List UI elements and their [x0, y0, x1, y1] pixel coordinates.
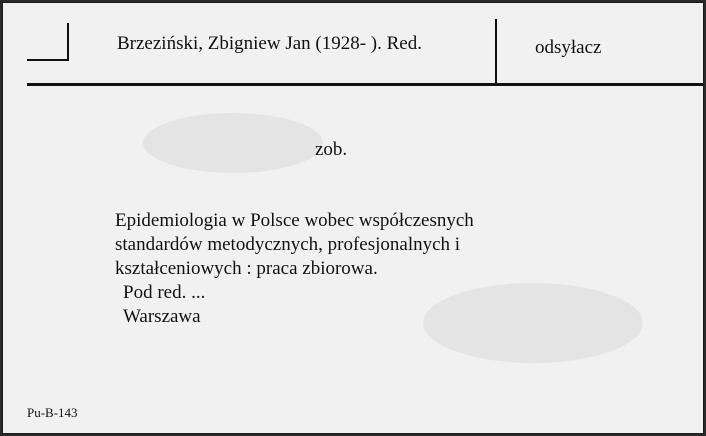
header-rule — [27, 83, 703, 86]
editor-line: Pod red. ... — [123, 282, 206, 303]
title-line: kształceniowych : praca zbiorowa. — [115, 258, 378, 279]
corner-bracket-mark — [27, 23, 69, 61]
catalog-id: Pu-B-143 — [27, 405, 78, 420]
title-line: Epidemiologia w Polsce wobec współczesnych — [115, 210, 474, 231]
see-reference: zob. — [315, 139, 348, 160]
place-line: Warszawa — [123, 306, 201, 327]
title-line: standardów metodycznych, profesjonalnych i — [115, 234, 461, 255]
card-heading: Brzeziński, Zbigniew Jan (1928- ). Red. — [117, 33, 422, 54]
catalog-card — [2, 2, 704, 434]
card-body — [115, 209, 635, 329]
record-type-label: odsyłacz — [535, 37, 602, 58]
header-divider — [495, 19, 497, 85]
card-smudge — [143, 113, 323, 173]
